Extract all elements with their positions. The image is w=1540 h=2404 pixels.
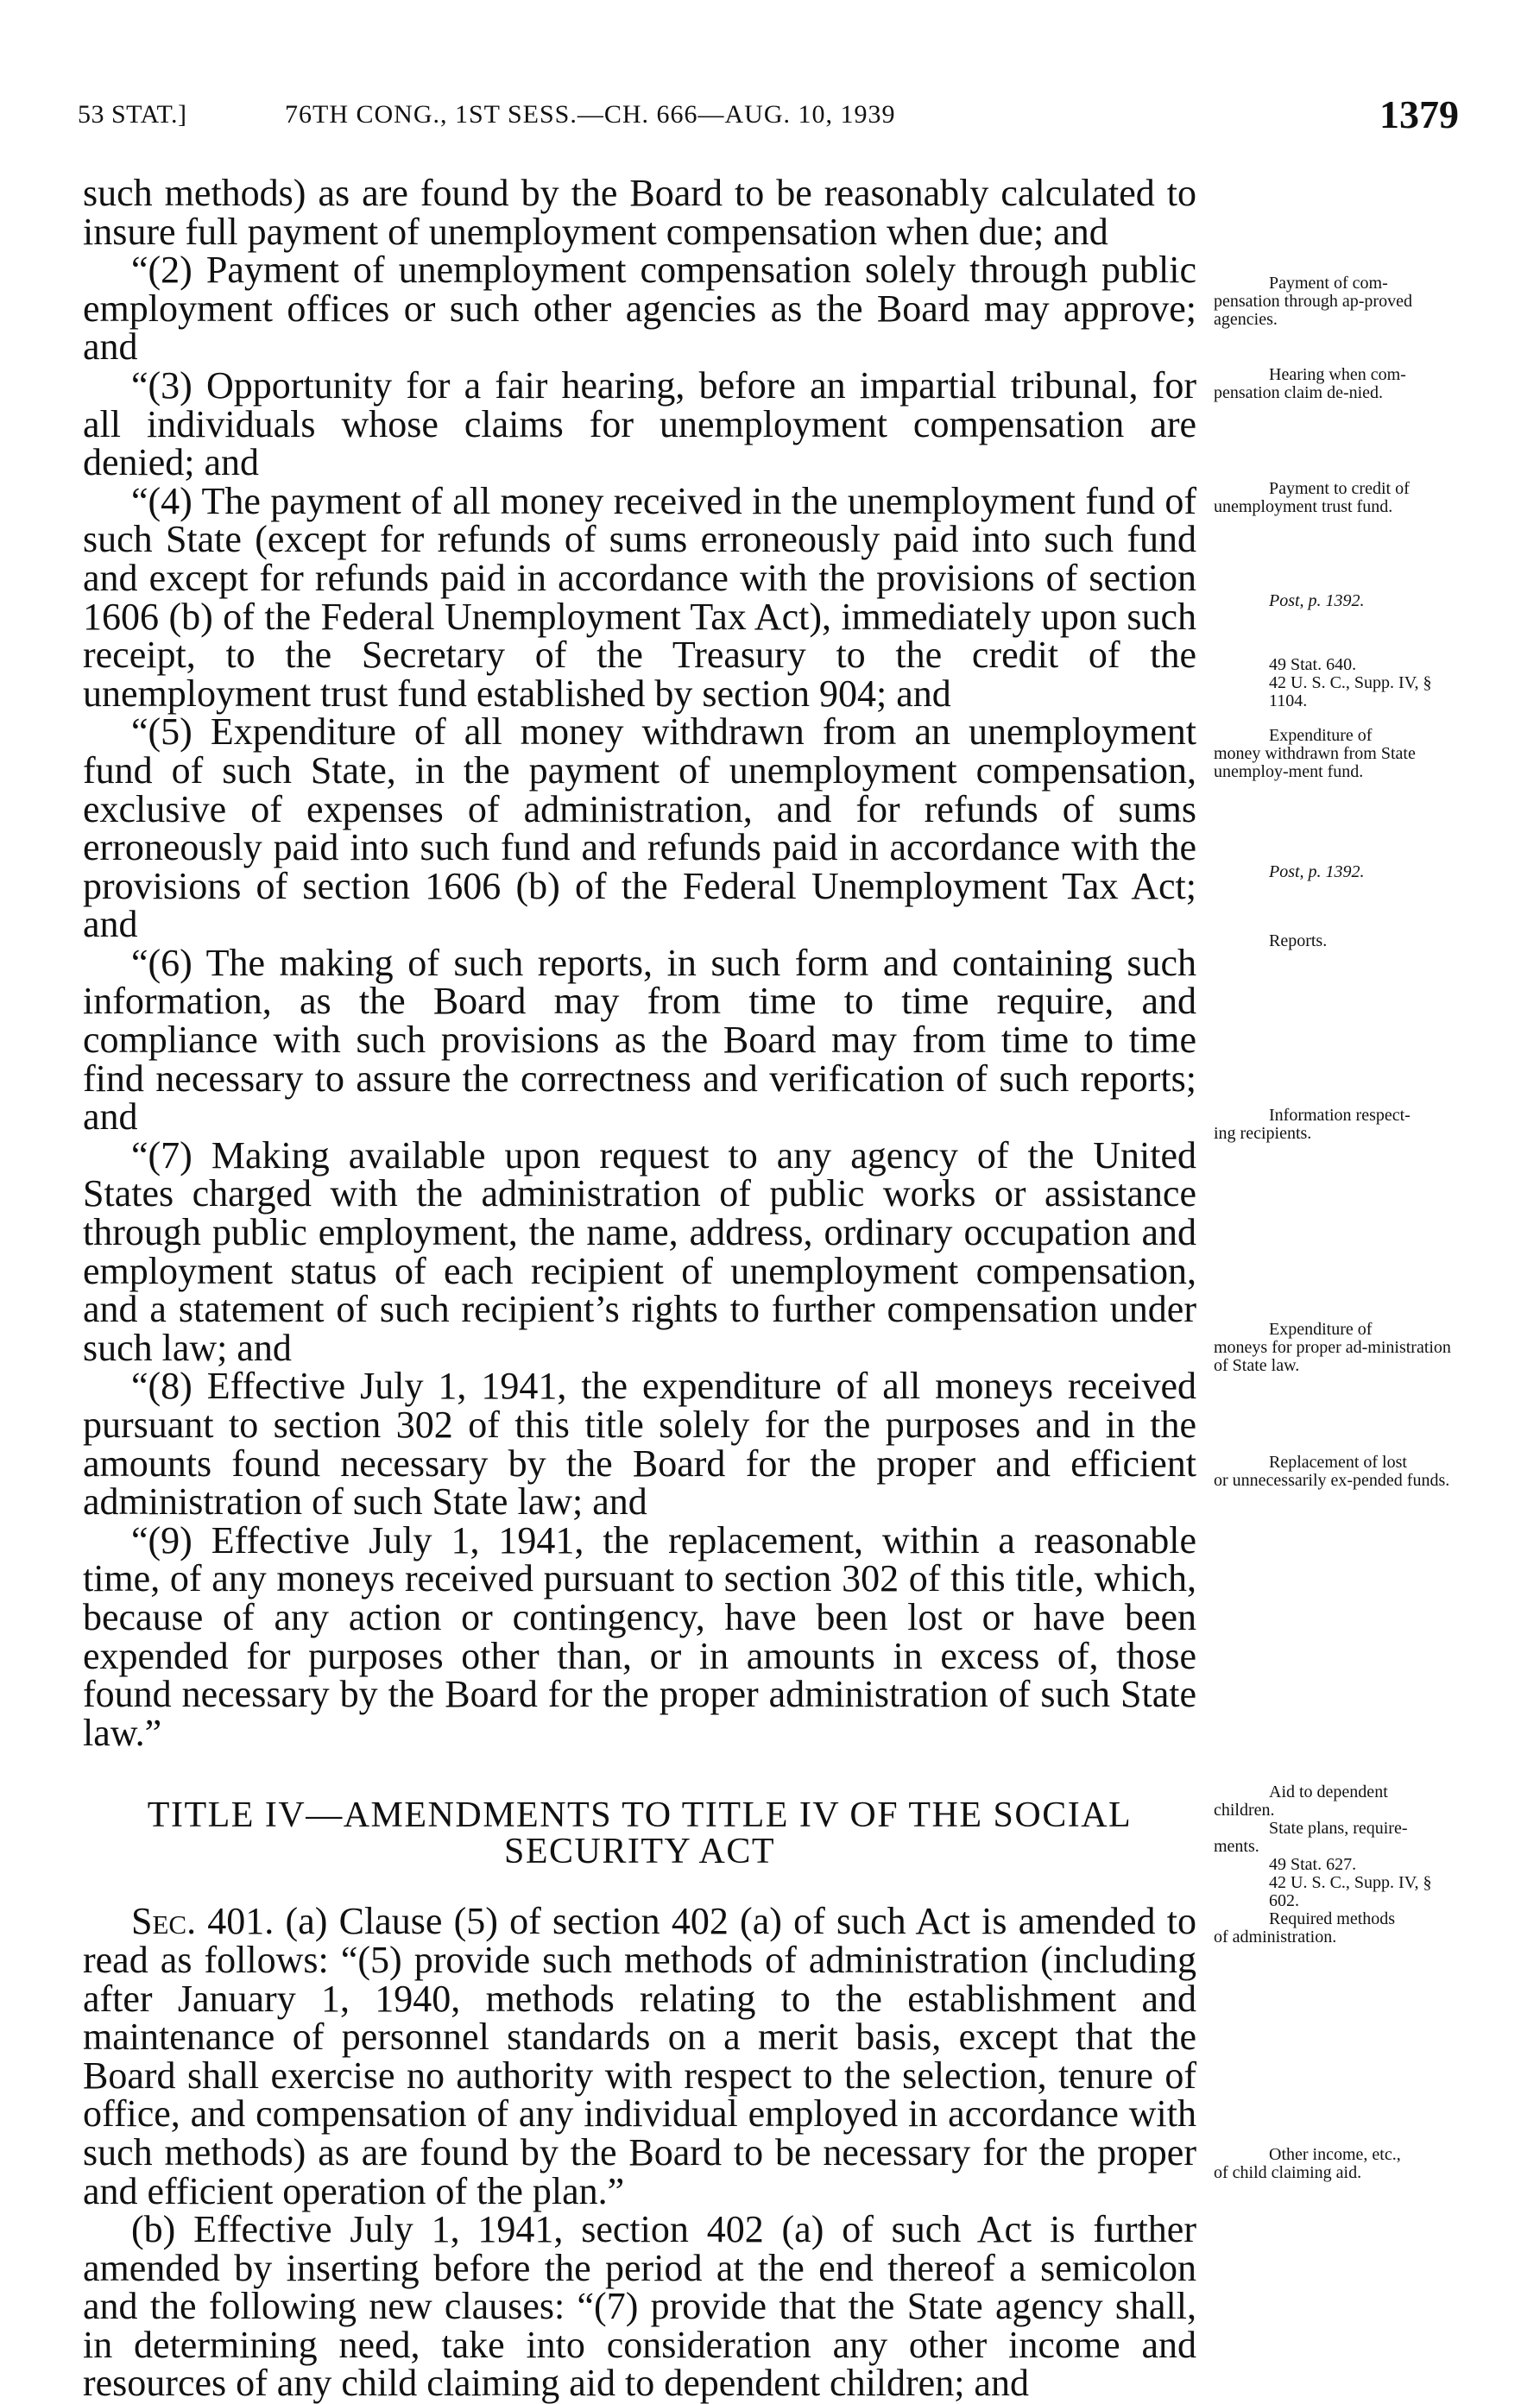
margin-note-line: ing recipients. xyxy=(1214,1124,1312,1143)
margin-note-line: Reports. xyxy=(1269,931,1328,950)
margin-note-line: moneys for proper ad-ministration of State law. xyxy=(1214,1338,1451,1375)
margin-note-line: money withdrawn from State unemploy-ment fund. xyxy=(1214,744,1416,781)
margin-note-line: Aid to dependent xyxy=(1269,1782,1388,1801)
clause-8: “(8) Effective July 1, 1941, the expenditure of all moneys received pursuant to section 302 of this title solely for the purposes and in the amounts found necessary by the Board for the proper and efficient administration of such State law; and xyxy=(83,1365,1196,1524)
margin-note-line: Replacement of lost xyxy=(1269,1453,1407,1472)
margin-note-line: ments. xyxy=(1214,1837,1259,1856)
margin-note-line: 42 U. S. C., Supp. IV, § 602. xyxy=(1269,1873,1432,1910)
clause-9: “(9) Effective July 1, 1941, the replacement, within a reasonable time, of any moneys received pursuant to section 302 of this title, which, because of any action or contingency, have been lost or have been expended for purposes other than, or in amounts in excess of, those found necessary by the Board for the proper administration of such State law.” xyxy=(83,1518,1196,1754)
margin-note xyxy=(1214,1454,1464,1490)
margin-note-line: Hearing when com- xyxy=(1269,365,1406,384)
margin-note-line: Expenditure of xyxy=(1269,726,1373,745)
margin-note-line: Post, p. 1392. xyxy=(1269,862,1365,881)
clause-4: “(4) The payment of all money received in the unemployment fund of such State (except for refunds of sums erroneously paid into such fund and except for refunds paid in accordance with the provisions of section 1606 (b) of the Federal Unemployment Tax Act), immediately upon such receipt, to the Secretary of the Treasury to the credit of the unemployment trust fund established by section 904; and xyxy=(83,479,1196,715)
margin-note-line: pensation claim de-nied. xyxy=(1214,383,1384,402)
margin-note xyxy=(1214,366,1464,402)
margin-note-line: Payment of com- xyxy=(1269,274,1388,293)
margin-note xyxy=(1214,1321,1464,1375)
clause-2: “(2) Payment of unemployment compensation solely through public employment offices or such other agencies as the Board may approve; and xyxy=(83,249,1196,369)
margin-note xyxy=(1214,727,1464,781)
section-label: Sec. 401. xyxy=(131,1900,275,1943)
margin-note-line: or unnecessarily ex-pended funds. xyxy=(1214,1471,1450,1490)
margin-note-line: 42 U. S. C., Supp. IV, § 1104. xyxy=(1269,673,1432,710)
margin-note-line: Post, p. 1392. xyxy=(1269,591,1365,610)
margin-note xyxy=(1214,1783,1464,1947)
margin-note xyxy=(1214,932,1464,950)
margin-note-line: 49 Stat. 640. xyxy=(1269,655,1357,674)
margin-note-line: Information respect- xyxy=(1269,1106,1411,1125)
section-401-a-text: (a) Clause (5) of section 402 (a) of such Act is amended to read as follows: “(5) provide such methods of administration (including after January 1, 1940, methods relating to the establishment and maintenance of personnel standards on a merit basis, except that the Board shall exercise no authority with respect to the selection, tenure of office, and compensation of any individual employed in accordance with such methods) as are found by the Board to be necessary for the proper and efficient operation of the plan.” xyxy=(83,1900,1196,2212)
title-heading xyxy=(83,1797,1196,1870)
margin-note xyxy=(1214,1107,1464,1143)
clause-7: “(7) Making available upon request to any agency of the United States charged with the administration of public works or assistance through public employment, the name, address, ordinary occupation and employment status of each recipient of unemployment compensation, and a statement of such recipient’s rights to further compensation under such law; and xyxy=(83,1133,1196,1369)
title-line-1: TITLE IV—AMENDMENTS TO TITLE IV OF THE SOCIAL xyxy=(147,1795,1133,1836)
margin-note-line: children. xyxy=(1214,1801,1275,1820)
title-line-2: SECURITY ACT xyxy=(504,1832,775,1872)
section-401-b: (b) Effective July 1, 1941, section 402 (a) of such Act is further amended by inserting before the period at the end thereof a semicolon and the following new clauses: “(7) provide that the State agency shall, in determining need, take into consideration any other income and resources of any child claiming aid to dependent children; and xyxy=(83,2208,1196,2404)
margin-note-line: Other income, etc., xyxy=(1269,2145,1401,2164)
clause-3: “(3) Opportunity for a fair hearing, before an impartial tribunal, for all individuals whose claims for unemployment compensation are denied; and xyxy=(83,363,1196,484)
margin-note xyxy=(1214,863,1464,881)
margin-note-line: 49 Stat. 627. xyxy=(1269,1855,1357,1874)
margin-note-line: of administration. xyxy=(1214,1928,1337,1947)
page-number: 1379 xyxy=(1379,92,1459,136)
margin-note-line: Payment to credit of xyxy=(1269,479,1410,498)
margin-note-line: Expenditure of xyxy=(1269,1320,1373,1339)
margin-note xyxy=(1214,480,1464,516)
margin-note xyxy=(1214,656,1464,710)
margin-note-line: pensation through ap-proved agencies. xyxy=(1214,292,1412,329)
session-chapter-date: 76TH CONG., 1ST SESS.—CH. 666—AUG. 10, 1939 xyxy=(285,100,896,129)
main-text-column xyxy=(83,174,1196,2403)
volume-citation: 53 STAT.] xyxy=(78,100,187,129)
margin-note-line: Required methods xyxy=(1269,1909,1396,1928)
continued-paragraph: such methods) as are found by the Board to be reasonably calculated to insure full payment of unemployment compensation when due; and xyxy=(83,172,1196,253)
margin-note-line: of child claiming aid. xyxy=(1214,2163,1362,2182)
margin-note xyxy=(1214,592,1464,610)
clause-5: “(5) Expenditure of all money withdrawn from an unemployment fund of such State, in the payment of unemployment compensation, exclusive of expenses of administration, and for refunds of sums erroneously paid into such fund and refunds paid in accordance with the provisions of section 1606 (b) of the Federal Unemployment Tax Act; and xyxy=(83,710,1196,946)
margin-note xyxy=(1214,2146,1464,2182)
clause-6: “(6) The making of such reports, in such form and containing such information, as the Board may from time to time require, and compliance with such provisions as the Board may from time to time find necessary to assure the correctness and verification of such reports; and xyxy=(83,941,1196,1139)
page-header xyxy=(78,91,1459,143)
margin-note-line: State plans, require- xyxy=(1269,1819,1408,1838)
margin-note-line: unemployment trust fund. xyxy=(1214,497,1393,516)
section-401-a xyxy=(83,1902,1196,2211)
margin-note xyxy=(1214,274,1464,329)
